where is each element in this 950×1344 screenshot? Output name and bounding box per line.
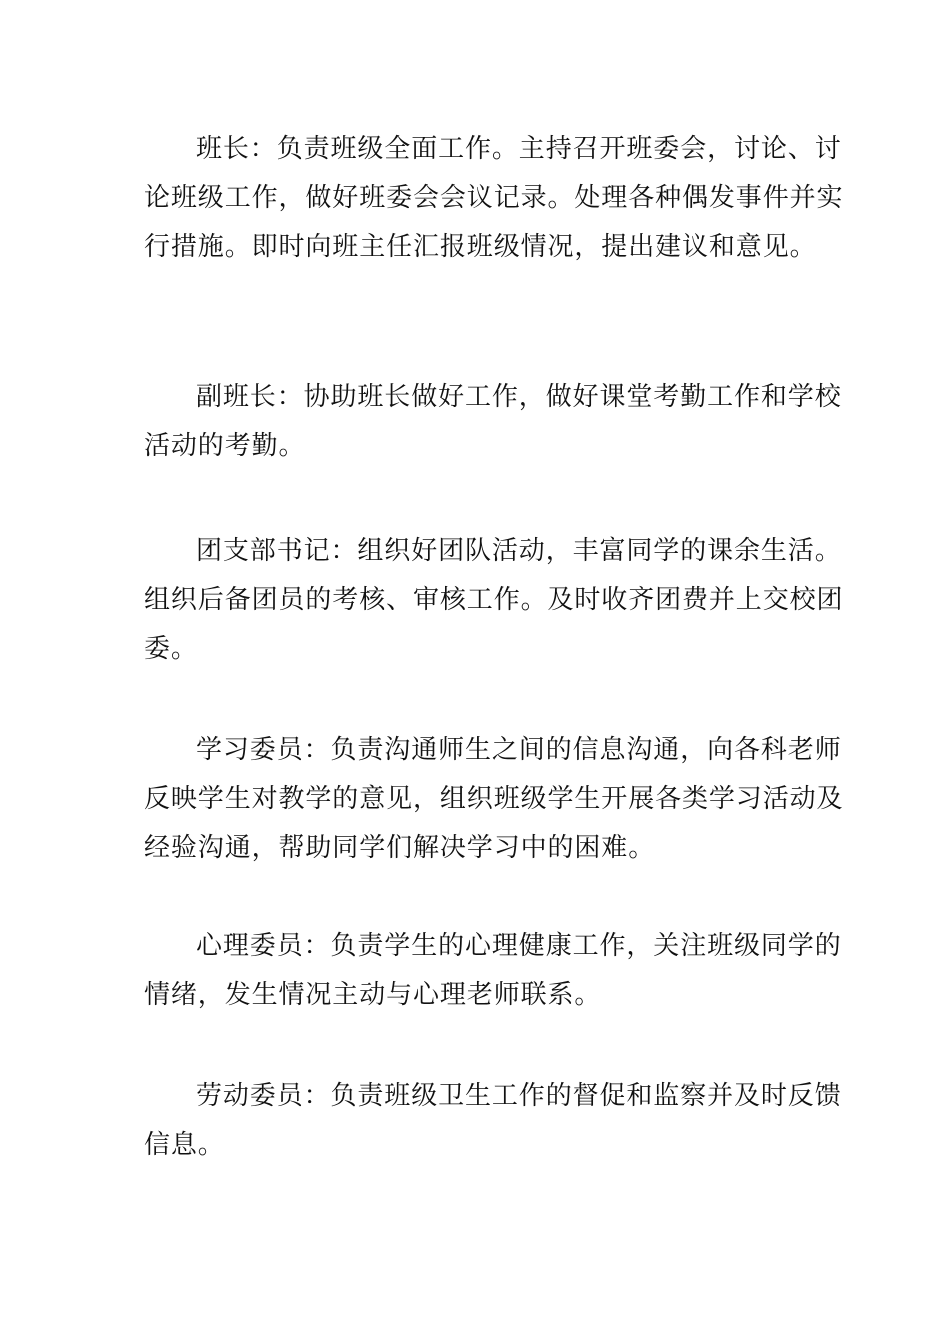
paragraph-class-monitor: 班长：负责班级全面工作。主持召开班委会，讨论、讨论班级工作，做好班委会会议记录。处理各种偶发事件并实行措施。即时向班主任汇报班级情况，提出建议和意见。 — [144, 134, 844, 262]
paragraph-labor-committee: 劳动委员：负责班级卫生工作的督促和监察并及时反馈信息。 — [144, 1081, 842, 1160]
paragraph-psychology-committee: 心理委员：负责学生的心理健康工作，关注班级同学的情绪，发生情况主动与心理老师联系。 — [144, 931, 842, 1010]
paragraph-study-committee: 学习委员：负责沟通师生之间的信息沟通，向各科老师反映学生对教学的意见，组织班级学生开展各类学习活动及经验沟通，帮助同学们解决学习中的困难。 — [144, 735, 844, 863]
paragraph-vice-monitor: 副班长：协助班长做好工作，做好课堂考勤工作和学校活动的考勤。 — [144, 382, 842, 461]
paragraph-league-secretary: 团支部书记：组织好团队活动，丰富同学的课余生活。组织后备团员的考核、审核工作。及时收齐团费并上交校团委。 — [144, 536, 844, 664]
